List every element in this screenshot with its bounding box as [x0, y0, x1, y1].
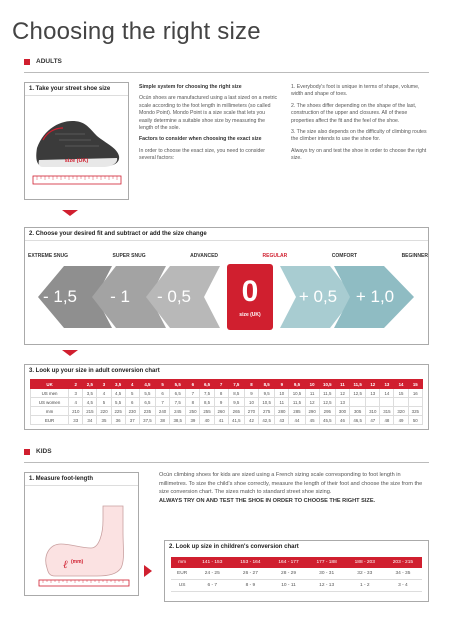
step3-title: 3. Look up your size in adult conversion chart	[29, 368, 160, 374]
table-cell: 10	[275, 389, 289, 398]
row-label-cell: US men	[31, 389, 69, 398]
table-cell: 41	[214, 416, 228, 425]
table-cell: 12 - 13	[308, 580, 346, 592]
factor-2: 2. The shoes differ depending on the shape of the last, construction of the upper and closures. All of these properties affect the fit and the feel of the shoe.	[291, 102, 417, 124]
fit-label-extreme-snug: EXTREME SNUG	[28, 253, 69, 259]
table-cell: 5	[125, 389, 139, 398]
table-cell: 4,5	[83, 398, 97, 407]
table-cell: 8,5	[200, 398, 214, 407]
regular-size-label: size (UK)	[239, 312, 261, 318]
kids-text	[159, 471, 427, 509]
table-cell	[408, 398, 422, 407]
table-cell: 245	[170, 407, 186, 416]
fit-label-super-snug: SUPER SNUG	[112, 253, 146, 259]
table-cell: 11,5	[289, 398, 305, 407]
table-row	[31, 416, 423, 425]
table-cell: 9	[244, 389, 258, 398]
row-label-cell: US	[171, 580, 193, 592]
table-cell: 40	[200, 416, 214, 425]
row-label-cell: EUR	[31, 416, 69, 425]
table-cell: 42	[244, 416, 258, 425]
table-cell: 8	[244, 380, 258, 389]
table-cell: 285	[289, 407, 305, 416]
table-cell: 39	[186, 416, 200, 425]
table-cell: 2,5	[83, 380, 97, 389]
table-cell: 9,5	[228, 398, 244, 407]
try-on-note: Always try on and test the shoe in order to choose the right size.	[291, 147, 427, 162]
fit-value-super-snug: - 1	[110, 287, 130, 306]
step1-text-col2	[291, 84, 431, 167]
table-cell: 37,5	[139, 416, 155, 425]
red-square-icon	[24, 449, 30, 455]
table-row	[31, 389, 423, 398]
fit-label-advanced: ADVANCED	[190, 253, 219, 259]
table-cell: 8	[214, 389, 228, 398]
table-cell: 30 - 31	[308, 568, 346, 580]
kids-step2-box	[164, 540, 429, 602]
table-cell: 220	[97, 407, 111, 416]
table-cell: 10,5	[259, 398, 275, 407]
table-cell: 48	[380, 416, 394, 425]
table-cell: 235	[139, 407, 155, 416]
table-cell: 255	[200, 407, 214, 416]
table-cell: 41,5	[228, 416, 244, 425]
table-cell: 6	[125, 398, 139, 407]
step2-title: 2. Choose your desired fit and subtract or add the size change	[25, 228, 428, 241]
table-row	[171, 568, 422, 580]
table-cell: 12	[305, 398, 319, 407]
row-label-cell: UK	[31, 380, 69, 389]
fit-value-regular: 0	[241, 275, 259, 308]
kids-section-label	[24, 448, 52, 455]
table-cell: 4	[97, 389, 111, 398]
step3-box	[24, 364, 429, 430]
table-cell: 250	[186, 407, 200, 416]
table-cell	[394, 398, 408, 407]
table-cell: 38,5	[170, 416, 186, 425]
mm-label: (mm)	[71, 559, 84, 565]
table-cell: 50	[408, 416, 422, 425]
table-cell: 5,5	[139, 389, 155, 398]
divider	[24, 72, 429, 73]
table-cell: 44	[289, 416, 305, 425]
page-title: Choosing the right size	[12, 18, 261, 45]
table-cell: 315	[380, 407, 394, 416]
row-label-cell: EUR	[171, 568, 193, 580]
factor-1: 1. Everybody's foot is unique in terms of shape, volume, width and shape of toes.	[291, 84, 420, 98]
table-cell: 9,5	[289, 380, 305, 389]
step1-box	[24, 82, 129, 200]
table-cell: 164 - 177	[269, 557, 307, 568]
table-cell: 6,5	[170, 389, 186, 398]
table-cell: 46	[335, 416, 349, 425]
fit-labels	[28, 253, 428, 259]
table-cell: 7	[214, 380, 228, 389]
table-cell: 45,5	[319, 416, 335, 425]
table-cell: 47	[366, 416, 380, 425]
table-cell: 37	[125, 416, 139, 425]
fit-value-comfort: + 0,5	[298, 287, 338, 306]
table-cell: 8,5	[228, 389, 244, 398]
table-cell: 13	[335, 398, 349, 407]
table-cell: 280	[275, 407, 289, 416]
table-cell: 4,5	[111, 389, 125, 398]
table-row	[171, 580, 422, 592]
table-cell: 290	[305, 407, 319, 416]
table-cell: 7	[156, 398, 170, 407]
size-uk-label: size (UK)	[64, 158, 89, 164]
table-cell: 7,5	[170, 398, 186, 407]
table-cell: 3,5	[83, 389, 97, 398]
table-cell: 26 - 27	[231, 568, 269, 580]
table-cell: 4	[125, 380, 139, 389]
table-cell: 12,5	[350, 389, 366, 398]
table-cell: 35	[97, 416, 111, 425]
table-cell: 15	[394, 389, 408, 398]
table-cell	[380, 398, 394, 407]
table-cell: 11,5	[350, 380, 366, 389]
table-cell: 305	[350, 407, 366, 416]
table-cell: 9	[214, 398, 228, 407]
step1-title: 1. Take your street shoe size	[25, 83, 128, 96]
table-cell: 5,5	[111, 398, 125, 407]
table-cell: 10 - 11	[269, 580, 307, 592]
table-cell: 3,5	[111, 380, 125, 389]
row-label-cell: mm	[171, 557, 193, 568]
table-row	[171, 557, 422, 568]
table-cell: 11	[305, 389, 319, 398]
divider	[24, 462, 429, 463]
table-cell: 14	[394, 380, 408, 389]
table-cell: 32 - 33	[346, 568, 384, 580]
step1-text-col1	[139, 84, 279, 167]
table-cell: 230	[125, 407, 139, 416]
table-cell: 13	[366, 389, 380, 398]
svg-text:ℓ: ℓ	[63, 559, 68, 571]
table-cell: 28 - 29	[269, 568, 307, 580]
table-cell: 270	[244, 407, 258, 416]
table-cell: 11,5	[319, 389, 335, 398]
table-cell: 36	[111, 416, 125, 425]
table-cell: 4,5	[139, 380, 155, 389]
table-cell: 320	[394, 407, 408, 416]
street-shoe-image	[25, 96, 128, 196]
table-cell: 9	[275, 380, 289, 389]
table-cell: 203 - 215	[384, 557, 422, 568]
kids-emphasis: ALWAYS TRY ON AND TEST THE SHOE IN ORDER TO CHOOSE THE RIGHT SIZE.	[159, 497, 376, 504]
kids-instructions: Ocún climbing shoes for kids are sized using a French sizing scale corresponding to foot length in millimetres. To size the child's shoe correctly, measure the length of their foot and choose the size from the size conversion chart. The sizes match to standard street shoe sizing.	[159, 472, 423, 496]
table-cell: 9,5	[259, 389, 275, 398]
table-cell: 42,5	[259, 416, 275, 425]
red-square-icon	[24, 59, 30, 65]
table-cell: 10,5	[319, 380, 335, 389]
table-cell: 215	[83, 407, 97, 416]
table-cell: 7,5	[200, 389, 214, 398]
table-cell: 34	[83, 416, 97, 425]
table-cell: 300	[335, 407, 349, 416]
table-cell: 5,5	[170, 380, 186, 389]
kids-step1-box	[24, 472, 139, 596]
fit-label-beginner: BEGINNER	[401, 253, 428, 259]
fit-value-beginner: + 1,0	[355, 287, 395, 306]
fit-label-regular: REGULAR	[262, 253, 288, 259]
table-cell: 225	[111, 407, 125, 416]
table-cell	[350, 398, 366, 407]
table-cell: 12,5	[319, 398, 335, 407]
table-cell: 8 - 9	[231, 580, 269, 592]
fit-value-extreme-snug: - 1,5	[42, 287, 78, 306]
table-cell: 10,5	[289, 389, 305, 398]
kids-label: KIDS	[36, 448, 52, 455]
table-row	[31, 398, 423, 407]
table-cell: 7,5	[228, 380, 244, 389]
table-cell: 38	[156, 416, 170, 425]
table-cell: 12	[366, 380, 380, 389]
adults-label: ADULTS	[36, 58, 62, 65]
table-cell: 210	[69, 407, 83, 416]
table-cell: 11	[275, 398, 289, 407]
table-cell: 265	[228, 407, 244, 416]
foot-image	[25, 486, 138, 594]
kids-step2-title: 2. Look up size in children's conversion chart	[169, 544, 299, 550]
table-cell: 10	[305, 380, 319, 389]
table-cell: 15	[408, 380, 422, 389]
simple-system-heading: Simple system for choosing the right size	[139, 84, 242, 90]
factors-heading: Factors to consider when choosing the exact size	[139, 136, 262, 143]
fit-value-advanced: - 0,5	[156, 287, 192, 306]
factor-3: 3. The size also depends on the difficulty of climbing routes the climber intends to use the shoe for.	[291, 129, 427, 143]
table-cell: 34 - 35	[384, 568, 422, 580]
table-cell: 16	[408, 389, 422, 398]
table-cell: 6	[156, 389, 170, 398]
table-cell: 310	[366, 407, 380, 416]
adult-conversion-table	[30, 379, 423, 425]
table-cell: 3	[97, 380, 111, 389]
table-cell: 260	[214, 407, 228, 416]
table-cell: 43	[275, 416, 289, 425]
table-cell: 7	[186, 389, 200, 398]
table-cell: 3 - 4	[384, 580, 422, 592]
factors-text: In order to choose the exact size, you need to consider several factors:	[139, 147, 266, 162]
table-cell: 295	[319, 407, 335, 416]
adults-section-label	[24, 58, 62, 65]
kids-step1-title: 1. Measure foot-length	[25, 473, 138, 486]
table-cell: 6,5	[200, 380, 214, 389]
table-cell: 325	[408, 407, 422, 416]
table-cell: 46,5	[350, 416, 366, 425]
table-cell: 6 - 7	[193, 580, 231, 592]
table-cell: 275	[259, 407, 275, 416]
table-cell: 45	[305, 416, 319, 425]
table-cell: 13	[380, 380, 394, 389]
arrow-down-icon	[62, 210, 78, 216]
table-cell: 14	[380, 389, 394, 398]
table-cell: 6	[186, 380, 200, 389]
table-cell	[366, 398, 380, 407]
row-label-cell: mm	[31, 407, 69, 416]
table-row	[31, 407, 423, 416]
table-cell: 12	[335, 389, 349, 398]
table-cell: 33	[69, 416, 83, 425]
table-cell: 3	[69, 389, 83, 398]
table-cell: 240	[156, 407, 170, 416]
table-cell: 11	[335, 380, 349, 389]
arrow-down-icon	[62, 350, 78, 356]
table-cell: 1 - 2	[346, 580, 384, 592]
table-cell: 24 - 25	[193, 568, 231, 580]
fit-label-comfort: COMFORT	[331, 253, 358, 259]
table-cell: 188 - 203	[346, 557, 384, 568]
table-cell: 4	[69, 398, 83, 407]
table-cell: 6,5	[139, 398, 155, 407]
row-label-cell: US women	[31, 398, 69, 407]
table-cell: 49	[394, 416, 408, 425]
table-cell: 5	[156, 380, 170, 389]
table-cell: 153 - 164	[231, 557, 269, 568]
kids-conversion-table	[171, 557, 422, 592]
table-cell: 10	[244, 398, 258, 407]
arrow-right-icon	[144, 565, 152, 577]
table-cell: 141 - 153	[193, 557, 231, 568]
table-cell: 8	[186, 398, 200, 407]
table-row	[31, 380, 423, 389]
simple-system-text: Ocún shoes are manufactured using a last sized on a metric scale according to the foot length in millimeters (so called Mondo Point). Mondo Point is a size scale that lets you easily determine a suitable shoe size by measuring the length of the sole.	[139, 95, 278, 132]
table-cell: 177 - 188	[308, 557, 346, 568]
table-cell: 5	[97, 398, 111, 407]
table-cell: 2	[69, 380, 83, 389]
table-cell: 8,5	[259, 380, 275, 389]
